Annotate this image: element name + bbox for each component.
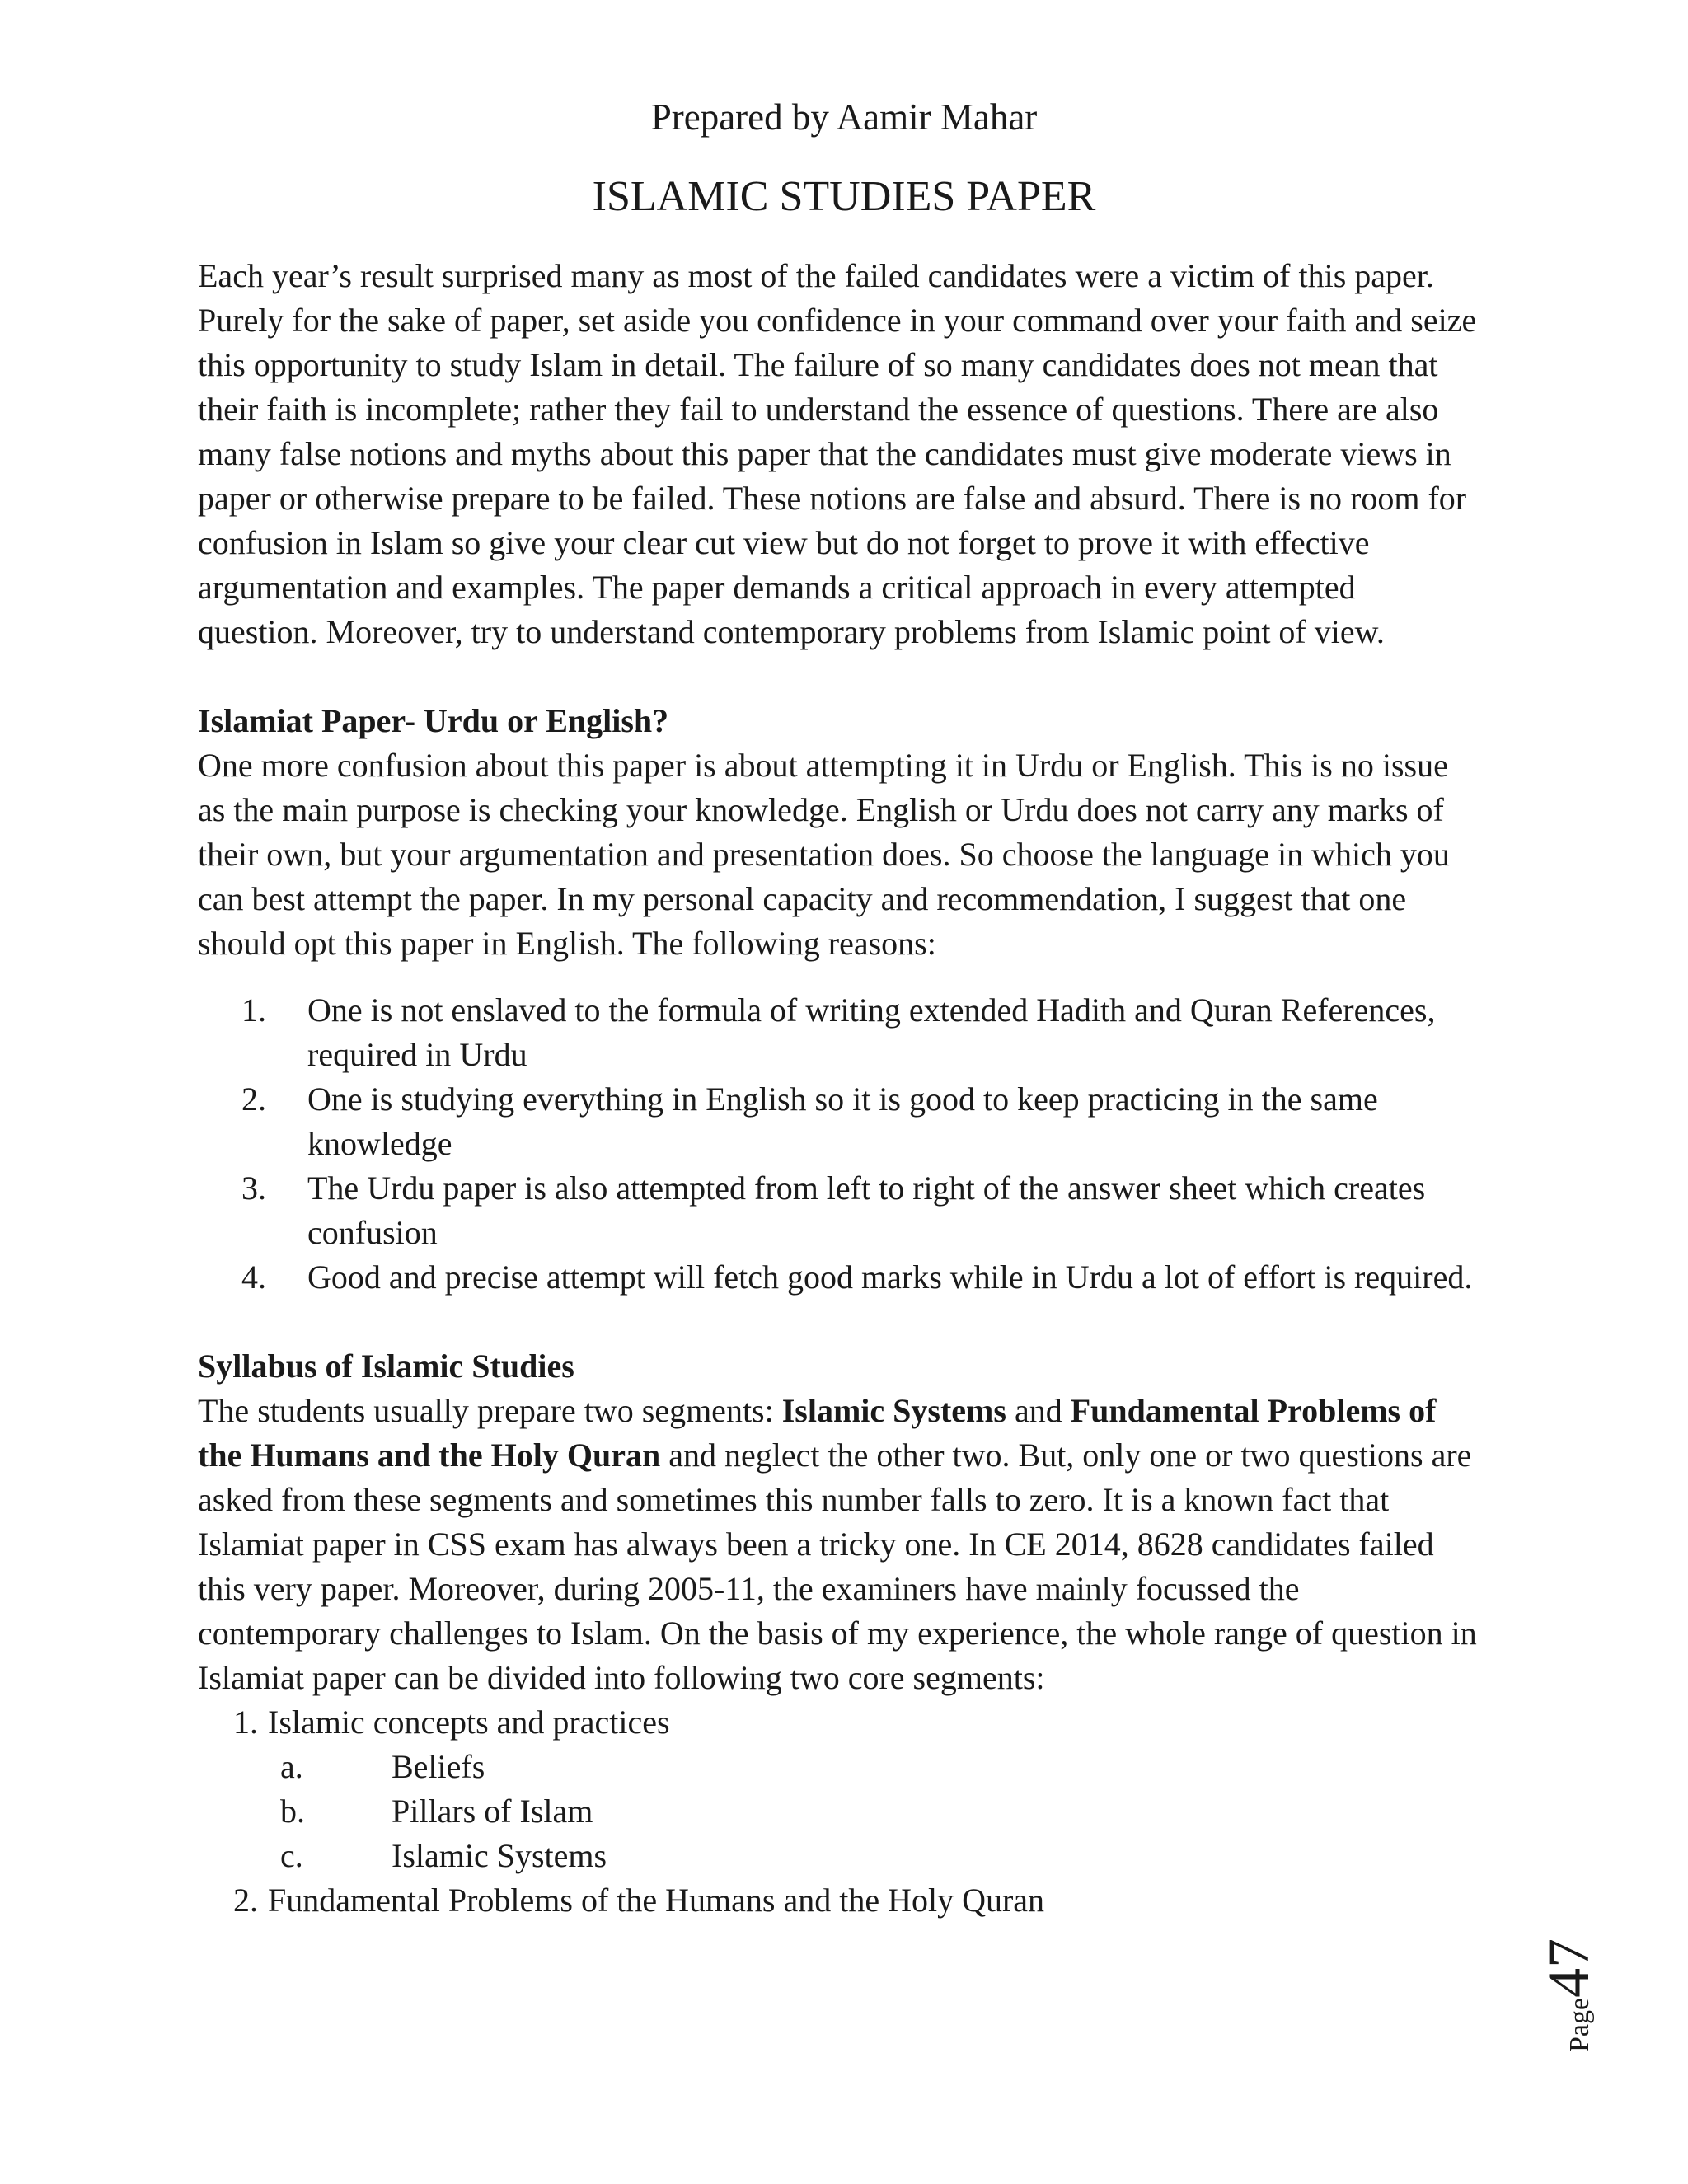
document-body: [198, 254, 1484, 1923]
list-text: Good and precise attempt will fetch good marks while in Urdu a lot of effort is required.: [307, 1258, 1473, 1296]
sub-item: [198, 1745, 1484, 1789]
list-item: [198, 1255, 1484, 1300]
segment-item: [198, 1700, 1484, 1745]
sub-letter: b.: [280, 1793, 305, 1830]
sub-text: Islamic Systems: [392, 1837, 607, 1874]
sub-text: Pillars of Islam: [392, 1793, 593, 1830]
syllabus-text-b: and: [1006, 1392, 1071, 1429]
segment-number: 2.: [233, 1882, 258, 1919]
sub-text: Beliefs: [392, 1748, 485, 1785]
sub-letter: a.: [280, 1748, 303, 1785]
list-text: One is not enslaved to the formula of writing extended Hadith and Quran References, required in Urdu: [307, 991, 1436, 1073]
syllabus-bold-a: Islamic Systems: [781, 1392, 1006, 1429]
segment-number: 1.: [233, 1704, 258, 1741]
list-item: [198, 988, 1484, 1077]
segment-text: Islamic concepts and practices: [268, 1704, 670, 1741]
list-text: One is studying everything in English so it is good to keep practicing in the same knowledge: [307, 1080, 1378, 1162]
sub-item: [198, 1834, 1484, 1878]
syllabus-bold-b: Fundamental Problems of the Humans and the Holy Quran: [198, 1392, 1437, 1474]
sub-item: [198, 1789, 1484, 1834]
list-text: The Urdu paper is also attempted from left to right of the answer sheet which creates confusion: [307, 1169, 1426, 1251]
list-number: 1.: [241, 991, 266, 1029]
syllabus-text-c: and neglect the other two. But, only one or two questions are asked from these segments and sometimes this number falls to zero. It is a known fact that Islamiat paper in CSS exam has always been a tricky one. In CE 2014, 8628 candidates failed this very paper. Moreover, during 2005-11, the examiners have mainly focussed the contemporary challenges to Islam. On the basis of my experience, the whole range of question in Islamiat paper can be divided into following two core segments:: [198, 1436, 1477, 1696]
syllabus-heading: Syllabus of Islamic Studies: [198, 1347, 574, 1385]
list-number: 4.: [241, 1258, 266, 1296]
spacer: [198, 1300, 1484, 1344]
page-number: 47: [1536, 1938, 1601, 1998]
language-heading: Islamiat Paper- Urdu or English?: [198, 702, 669, 739]
syllabus-text-a: The students usually prepare two segments:: [198, 1392, 782, 1429]
segment-item: [198, 1878, 1484, 1923]
page-title: ISLAMIC STUDIES PAPER: [592, 173, 1096, 220]
segment-text: Fundamental Problems of the Humans and the Holy Quran: [268, 1882, 1045, 1919]
list-number: 3.: [241, 1169, 266, 1207]
list-number: 2.: [241, 1080, 266, 1118]
page-word: Page: [1564, 1997, 1595, 2052]
sub-letter: c.: [280, 1837, 303, 1874]
syllabus-paragraph: [198, 1389, 1484, 1700]
intro-paragraph: Each year’s result surprised many as most of the failed candidates were a victim of this paper. Purely for the sake of paper, set aside you confidence in your command over your faith and seize this opportunity to study Islam in detail. The failure of so many candidates does not mean that their faith is incomplete; rather they fail to understand the essence of questions. There are also many false notions and myths about this paper that the candidates must give moderate views in paper or otherwise prepare to be failed. These notions are false and absurd. There is no room for confusion in Islam so give your clear cut view but do not forget to prove it with effective argumentation and examples. The paper demands a critical approach in every attempted question. Moreover, try to understand contemporary problems from Islamic point of view.: [198, 257, 1477, 650]
list-item: [198, 1077, 1484, 1166]
page-header: Prepared by Aamir Mahar: [650, 96, 1038, 138]
reasons-list: [198, 988, 1484, 1300]
page-number-label: [1535, 1887, 1601, 2052]
list-item: [198, 1166, 1484, 1255]
language-paragraph: One more confusion about this paper is about attempting it in Urdu or English. This is no issue as the main purpose is checking your knowledge. English or Urdu does not carry any marks of their own, but your argumentation and presentation does. So choose the language in which you can best attempt the paper. In my personal capacity and recommendation, I suggest that one should opt this paper in English. The following reasons:: [198, 747, 1450, 962]
